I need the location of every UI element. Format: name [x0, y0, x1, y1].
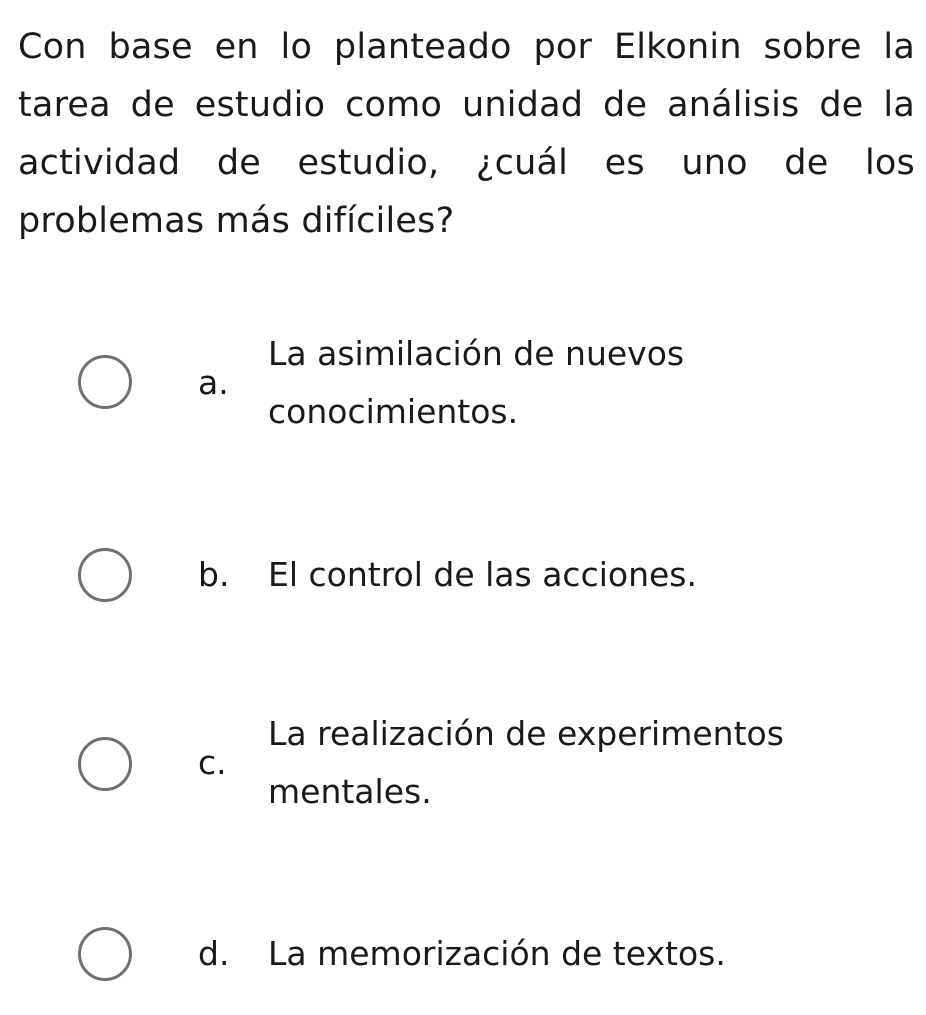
option-text-c-line-2: mentales.: [268, 772, 432, 811]
option-letter-c: c.: [198, 743, 227, 782]
radio-button-a[interactable]: [78, 355, 132, 409]
radio-button-b[interactable]: [78, 548, 132, 602]
option-b[interactable]: [78, 546, 898, 604]
option-text-b-line-1: El control de las acciones.: [268, 555, 697, 594]
option-text-c-line-1: La realización de experimentos: [268, 714, 784, 753]
question-text: Con base en lo planteado por Elkonin sobre la tarea de estudio como unidad de análisis de la actividad de estudio, ¿cuál es uno de los problemas más difíciles?: [18, 27, 915, 241]
option-d[interactable]: [78, 925, 898, 983]
option-letter-d: d.: [198, 934, 230, 973]
option-text-a-line-2: conocimientos.: [268, 392, 519, 431]
option-text-b: [268, 546, 868, 604]
radio-button-c[interactable]: [78, 737, 132, 791]
option-letter-b: b.: [198, 555, 230, 594]
radio-button-d[interactable]: [78, 927, 132, 981]
option-a[interactable]: [78, 325, 898, 441]
option-text-d-line-1: La memorización de textos.: [268, 934, 726, 973]
option-letter-a: a.: [198, 363, 229, 402]
option-text-d: [268, 925, 868, 983]
option-text-c: [268, 705, 868, 821]
option-text-a-line-1: La asimilación de nuevos: [268, 334, 685, 373]
option-c[interactable]: [78, 705, 898, 821]
option-text-a: [268, 325, 868, 441]
